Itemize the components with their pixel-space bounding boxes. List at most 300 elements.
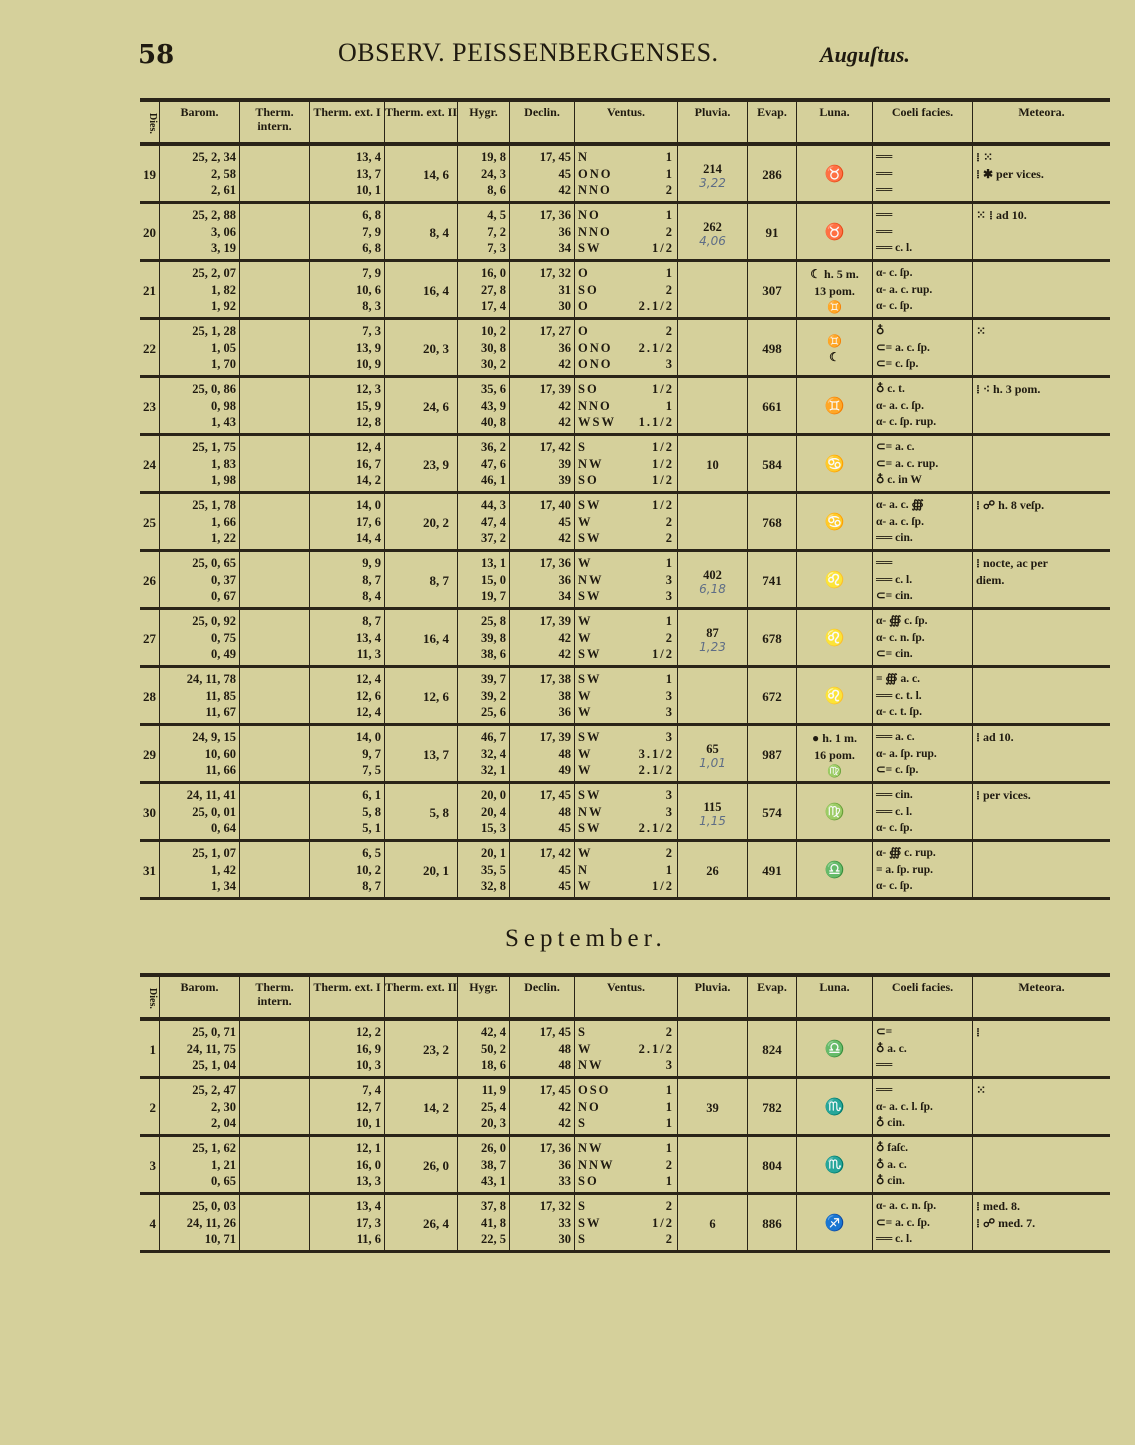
wind-force: 1 [665, 1141, 674, 1155]
wind-force: 2 [665, 1157, 674, 1172]
wind-direction: W [578, 879, 593, 893]
declin-reading: 17, 36 [539, 1141, 571, 1155]
therm-reading: 9, 9 [362, 556, 381, 570]
wind-force: 2 [665, 630, 674, 645]
sky-entry: α- a. c. l. ſp. [876, 1100, 933, 1113]
wind-direction: NW [578, 572, 604, 587]
therm-ext-2-cell: 20, 3 [385, 320, 458, 375]
hygr-reading: 11, 9 [481, 1083, 506, 1097]
wind-line [578, 1082, 674, 1099]
hygr-cell [458, 204, 510, 259]
luna-cell [797, 436, 873, 491]
declin-cell [510, 784, 575, 839]
coeli-facies-cell [873, 610, 973, 665]
therm-ext-1-cell [310, 726, 385, 781]
coeli-facies-cell [873, 378, 973, 433]
wind-direction: SW [578, 672, 602, 686]
table-header [140, 973, 1110, 1021]
barom-reading: 25, 2, 47 [192, 1083, 236, 1097]
pluvia-value: 65 [706, 741, 719, 756]
pluvia-cell [678, 146, 748, 201]
hygr-reading: 38, 7 [481, 1157, 506, 1172]
hygr-reading: 39, 8 [481, 630, 506, 645]
luna-cell [797, 552, 873, 607]
therm-intern-cell [240, 378, 310, 433]
therm-ext-1-cell [310, 262, 385, 317]
evap-cell: 661 [748, 378, 797, 433]
therm-reading: 7, 9 [362, 224, 381, 239]
wind-direction: NW [578, 804, 604, 819]
pluvia-value: 10 [706, 457, 719, 472]
hygr-reading: 30, 2 [481, 357, 506, 371]
therm-ext-1-cell [310, 204, 385, 259]
wind-force: 1 [665, 208, 674, 222]
therm-ext-1-cell [310, 610, 385, 665]
wind-force: 2 [665, 282, 674, 297]
declin-cell [510, 262, 575, 317]
wind-force: 1 [665, 1174, 674, 1188]
coeli-facies-cell [873, 726, 973, 781]
wind-line [578, 514, 674, 531]
therm-ext-2-cell: 13, 7 [385, 726, 458, 781]
barom-cell [160, 668, 240, 723]
hygr-reading: 7, 2 [487, 224, 506, 239]
sky-entry: α- c. ſp. [876, 880, 913, 892]
day-cell: 20 [140, 204, 160, 259]
barom-reading: 3, 06 [211, 224, 236, 239]
column-header-evap: Evap. [748, 977, 797, 1017]
declin-reading: 48 [558, 1058, 571, 1072]
wind-direction: S [578, 1232, 587, 1246]
hygr-reading: 44, 3 [481, 498, 506, 512]
sky-entry: = a. ſp. rup. [876, 863, 934, 876]
meteora-entry: ⁞ [976, 1025, 980, 1039]
wind-direction: SO [578, 282, 599, 297]
pluvia-cell [678, 1195, 748, 1250]
wind-line [578, 845, 674, 862]
declin-reading: 17, 36 [539, 556, 571, 570]
wind-line [578, 166, 674, 183]
barom-cell [160, 610, 240, 665]
barom-reading: 25, 0, 01 [192, 804, 236, 819]
luna-entry: ♍ [827, 764, 842, 779]
coeli-facies-cell [873, 668, 973, 723]
evap-cell: 804 [748, 1137, 797, 1192]
declin-cell [510, 552, 575, 607]
wind-line [578, 1057, 674, 1074]
wind-line [578, 398, 674, 415]
wind-direction: O [578, 266, 590, 280]
sky-entry: ══ a. c. [876, 731, 915, 743]
wind-line [578, 414, 674, 431]
wind-direction: SO [578, 382, 599, 396]
pluvia-cell [678, 842, 748, 897]
coeli-facies-cell [873, 146, 973, 201]
wind-direction: W [578, 846, 593, 860]
sky-entry: ⊂= [876, 1026, 893, 1038]
therm-reading: 10, 1 [356, 183, 381, 197]
meteora-entry: ⁞ ☍ h. 8 veſp. [976, 498, 1045, 512]
barom-reading: 2, 04 [211, 1116, 236, 1130]
wind-force: 1/2 [652, 647, 674, 661]
meteora-cell [973, 204, 1110, 259]
wind-force: 3 [665, 705, 674, 719]
coeli-facies-cell [873, 204, 973, 259]
declin-cell [510, 204, 575, 259]
barom-reading: 24, 11, 26 [186, 1215, 236, 1230]
wind-force: 2 [665, 1199, 674, 1213]
therm-reading: 10, 6 [356, 282, 381, 297]
wind-line [578, 746, 674, 763]
declin-reading: 42 [558, 415, 571, 429]
wind-force: 3.1/2 [638, 746, 674, 761]
therm-reading: 17, 3 [356, 1215, 381, 1230]
barom-cell [160, 726, 240, 781]
sky-entry: ══ cin. [876, 789, 913, 801]
hygr-reading: 19, 8 [481, 150, 506, 164]
ventus-cell [575, 262, 678, 317]
meteora-cell [973, 1195, 1110, 1250]
sky-entry: ══ [876, 1059, 893, 1071]
therm-reading: 8, 3 [362, 299, 381, 313]
barom-reading: 11, 85 [205, 688, 236, 703]
declin-cell [510, 146, 575, 201]
meteora-cell [973, 726, 1110, 781]
luna-entry: ♏ [824, 1098, 845, 1116]
evap-cell: 987 [748, 726, 797, 781]
wind-direction: NNO [578, 183, 612, 197]
barom-reading: 25, 0, 03 [192, 1199, 236, 1213]
ventus-cell [575, 552, 678, 607]
table-row [140, 494, 1110, 552]
luna-entry: ♎ [824, 1040, 845, 1058]
hygr-cell [458, 146, 510, 201]
declin-reading: 30 [558, 1232, 571, 1246]
luna-cell [797, 320, 873, 375]
therm-intern-cell [240, 842, 310, 897]
column-header-declin: Declin. [510, 102, 575, 142]
coeli-facies-cell [873, 262, 973, 317]
declin-reading: 45 [558, 821, 571, 835]
ventus-cell [575, 1021, 678, 1076]
pluvia-value: 6 [709, 1216, 716, 1231]
sky-entry: ══ [876, 184, 893, 196]
evap-cell: 672 [748, 668, 797, 723]
day-cell: 4 [140, 1195, 160, 1250]
day-cell: 26 [140, 552, 160, 607]
barom-reading: 1, 42 [211, 862, 236, 877]
therm-reading: 12, 4 [356, 705, 381, 719]
hygr-reading: 41, 8 [481, 1215, 506, 1230]
barom-reading: 0, 98 [211, 398, 236, 413]
wind-direction: W [578, 556, 593, 570]
meteora-cell [973, 1137, 1110, 1192]
wind-force: 1 [665, 398, 674, 413]
wind-direction: NNO [578, 224, 612, 239]
sky-entry: α- c. ſp. rup. [876, 416, 937, 428]
wind-force: 2.1/2 [638, 340, 674, 355]
barom-reading: 2, 58 [211, 166, 236, 181]
evap-cell: 574 [748, 784, 797, 839]
luna-cell [797, 1195, 873, 1250]
ventus-cell [575, 610, 678, 665]
coeli-facies-cell [873, 1137, 973, 1192]
pluvia-cell [678, 378, 748, 433]
barom-reading: 24, 9, 15 [192, 730, 236, 744]
wind-line [578, 456, 674, 473]
meteora-entry: ⁞ per vices. [976, 788, 1031, 802]
coeli-facies-cell [873, 494, 973, 549]
barom-cell [160, 842, 240, 897]
sky-entry: ⊂= c. ſp. [876, 358, 919, 370]
hygr-reading: 35, 5 [481, 862, 506, 877]
luna-entry: ♋ [824, 455, 845, 473]
therm-reading: 12, 6 [356, 688, 381, 703]
handwritten-note: 6,18 [699, 582, 726, 597]
declin-cell [510, 668, 575, 723]
wind-line [578, 240, 674, 257]
barom-reading: 25, 0, 71 [192, 1025, 236, 1039]
wind-direction: W [578, 705, 593, 719]
declin-cell [510, 1195, 575, 1250]
wind-line [578, 862, 674, 879]
barom-reading: 1, 70 [211, 357, 236, 371]
therm-ext-1-cell [310, 1021, 385, 1076]
therm-reading: 14, 0 [356, 498, 381, 512]
day-cell: 3 [140, 1137, 160, 1192]
therm-reading: 7, 3 [362, 324, 381, 338]
hygr-reading: 35, 6 [481, 382, 506, 396]
wind-force: 1 [665, 166, 674, 181]
pluvia-cell [678, 1021, 748, 1076]
wind-direction: S [578, 1025, 587, 1039]
wind-line [578, 207, 674, 224]
hygr-cell [458, 610, 510, 665]
barom-cell [160, 146, 240, 201]
sky-entry: ══ [876, 225, 893, 238]
evap-cell: 584 [748, 436, 797, 491]
sky-entry: ♁ c. in W [876, 474, 922, 486]
declin-reading: 42 [558, 531, 571, 545]
hygr-reading: 50, 2 [481, 1041, 506, 1056]
barom-reading: 24, 11, 78 [186, 672, 236, 686]
luna-cell [797, 1021, 873, 1076]
wind-direction: NW [578, 1141, 604, 1155]
meteora-entry: ⁞ med. 8. [976, 1199, 1020, 1213]
declin-reading: 30 [558, 299, 571, 313]
declin-reading: 17, 45 [539, 1083, 571, 1097]
therm-intern-cell [240, 494, 310, 549]
therm-ext-2-cell: 20, 1 [385, 842, 458, 897]
barom-reading: 25, 1, 75 [192, 440, 236, 454]
wind-line [578, 820, 674, 837]
wind-direction: SO [578, 473, 599, 487]
therm-reading: 6, 5 [362, 846, 381, 860]
barom-reading: 24, 11, 75 [186, 1041, 236, 1056]
luna-entry: 16 pom. [814, 747, 855, 762]
therm-reading: 12, 3 [356, 382, 381, 396]
therm-reading: 13, 3 [356, 1174, 381, 1188]
hygr-reading: 17, 4 [481, 299, 506, 313]
meteora-cell [973, 552, 1110, 607]
sky-entry: ♁ cin. [876, 1117, 905, 1129]
hygr-reading: 46, 1 [481, 473, 506, 487]
declin-cell [510, 378, 575, 433]
wind-line [578, 381, 674, 398]
declin-reading: 17, 42 [539, 440, 571, 454]
ventus-cell [575, 1079, 678, 1134]
wind-line [578, 704, 674, 721]
wind-line [578, 530, 674, 547]
luna-cell [797, 668, 873, 723]
pluvia-value: 26 [706, 863, 719, 878]
luna-cell [797, 784, 873, 839]
barom-reading: 25, 2, 07 [192, 266, 236, 280]
wind-line [578, 265, 674, 282]
hygr-reading: 46, 7 [481, 730, 506, 744]
hygr-reading: 32, 1 [481, 763, 506, 777]
barom-reading: 1, 05 [211, 340, 236, 355]
wind-force: 2.1/2 [638, 763, 674, 777]
meteora-cell [973, 668, 1110, 723]
wind-direction: NW [578, 1058, 604, 1072]
therm-intern-cell [240, 552, 310, 607]
hygr-reading: 19, 7 [481, 589, 506, 603]
therm-reading: 15, 9 [356, 398, 381, 413]
therm-reading: 11, 6 [356, 1232, 381, 1246]
hygr-reading: 18, 6 [481, 1058, 506, 1072]
wind-force: 1/2 [652, 498, 674, 512]
barom-cell [160, 204, 240, 259]
declin-reading: 42 [558, 647, 571, 661]
day-cell: 21 [140, 262, 160, 317]
sky-entry: α- a. c. ſp. [876, 515, 924, 528]
wind-line [578, 1157, 674, 1174]
wind-force: 1/2 [652, 382, 674, 396]
therm-intern-cell [240, 204, 310, 259]
pluvia-value: 87 [706, 625, 719, 640]
meteora-entry: ⁞ ⁙ [976, 150, 994, 164]
wind-direction: W [578, 746, 593, 761]
evap-cell: 886 [748, 1195, 797, 1250]
ventus-cell [575, 668, 678, 723]
hygr-reading: 10, 2 [481, 324, 506, 338]
hygr-cell [458, 1137, 510, 1192]
luna-entry: ☾ [829, 350, 840, 364]
ventus-cell [575, 436, 678, 491]
pluvia-cell [678, 552, 748, 607]
sky-entry: α- ∰ c. rup. [876, 847, 936, 859]
declin-reading: 17, 42 [539, 846, 571, 860]
declin-cell [510, 1137, 575, 1192]
column-header-hygr: Hygr. [458, 977, 510, 1017]
meteora-entry: ⁞ ad 10. [976, 730, 1014, 744]
hygr-reading: 13, 1 [481, 556, 506, 570]
column-header-therm-ext-1: Therm. ext. I [310, 102, 385, 142]
hygr-reading: 40, 8 [481, 415, 506, 429]
sky-entry: ⊂= cin. [876, 648, 913, 660]
column-header-pluvia: Pluvia. [678, 102, 748, 142]
barom-cell [160, 1079, 240, 1134]
meteora-cell [973, 262, 1110, 317]
meteora-cell [973, 494, 1110, 549]
day-cell: 27 [140, 610, 160, 665]
day-cell: 23 [140, 378, 160, 433]
wind-force: 1/2 [652, 1215, 674, 1230]
barom-reading: 11, 67 [205, 705, 236, 719]
therm-ext-1-cell [310, 146, 385, 201]
hygr-reading: 26, 0 [481, 1141, 506, 1155]
declin-cell [510, 610, 575, 665]
luna-entry: ♉ [824, 223, 845, 241]
table-row [140, 1195, 1110, 1253]
hygr-reading: 36, 2 [481, 440, 506, 454]
pluvia-cell [678, 668, 748, 723]
therm-ext-1-cell [310, 1195, 385, 1250]
barom-reading: 1, 34 [211, 879, 236, 893]
ventus-cell [575, 146, 678, 201]
column-header-coeli-facies: Coeli facies. [873, 102, 973, 142]
table-row [140, 1079, 1110, 1137]
hygr-cell [458, 1079, 510, 1134]
wind-direction: W [578, 763, 593, 777]
meteora-entry: ⁞ ⁖ h. 3 pom. [976, 382, 1041, 396]
evap-cell: 491 [748, 842, 797, 897]
wind-force: 1 [665, 556, 674, 570]
therm-ext-2-cell: 26, 4 [385, 1195, 458, 1250]
ventus-cell [575, 378, 678, 433]
sky-entry: ══ c. t. l. [876, 689, 922, 702]
ventus-cell [575, 1195, 678, 1250]
hygr-cell [458, 436, 510, 491]
barom-reading: 25, 1, 28 [192, 324, 236, 338]
wind-force: 1/2 [652, 440, 674, 454]
therm-reading: 8, 7 [362, 614, 381, 628]
meteora-entry: ⁙ ⁞ ad 10. [976, 208, 1027, 222]
hygr-cell [458, 842, 510, 897]
therm-reading: 13, 7 [356, 166, 381, 181]
wind-force: 1 [665, 1083, 674, 1097]
wind-force: 3 [665, 688, 674, 703]
wind-direction: SW [578, 589, 602, 603]
sky-entry: ══ c. l. [876, 573, 913, 586]
therm-ext-2-cell: 24, 6 [385, 378, 458, 433]
column-header-meteora: Meteora. [1018, 105, 1065, 119]
barom-reading: 0, 64 [211, 821, 236, 835]
declin-reading: 42 [558, 1099, 571, 1114]
wind-line [578, 149, 674, 166]
luna-cell [797, 204, 873, 259]
pluvia-value: 115 [703, 799, 722, 814]
declin-reading: 17, 45 [539, 150, 571, 164]
wind-force: 1 [665, 150, 674, 164]
therm-intern-cell [240, 146, 310, 201]
hygr-cell [458, 378, 510, 433]
therm-intern-cell [240, 262, 310, 317]
therm-reading: 14, 4 [356, 531, 381, 545]
ventus-cell [575, 842, 678, 897]
handwritten-note: 4,06 [699, 234, 726, 249]
barom-reading: 25, 1, 62 [192, 1141, 236, 1155]
table-row [140, 378, 1110, 436]
wind-direction: SW [578, 241, 602, 255]
declin-reading: 39 [558, 473, 571, 487]
barom-reading: 1, 21 [211, 1157, 236, 1172]
barom-reading: 25, 0, 65 [192, 556, 236, 570]
therm-ext-1-cell [310, 552, 385, 607]
sky-entry: α- c. ſp. [876, 300, 913, 312]
pluvia-value: 262 [703, 219, 722, 234]
